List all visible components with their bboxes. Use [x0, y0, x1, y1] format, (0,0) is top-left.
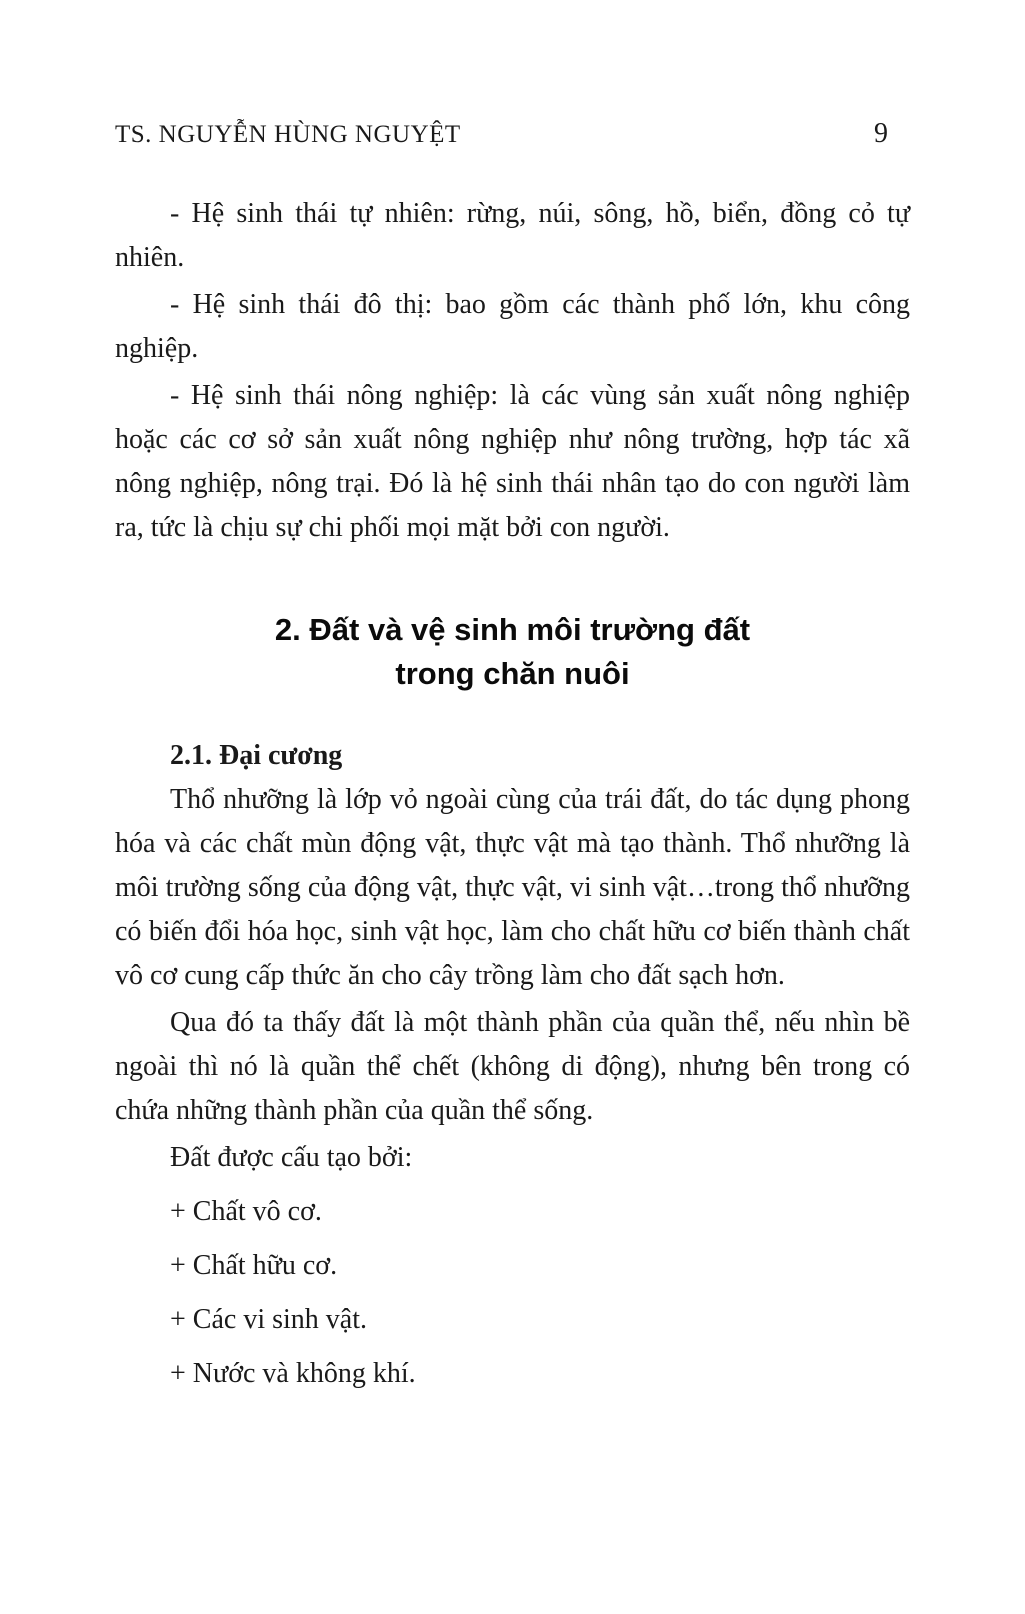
- author-name: TS. NGUYỄN HÙNG NGUYỆT: [115, 121, 461, 148]
- list-item-inorganic: + Chất vô cơ.: [170, 1196, 322, 1227]
- bullet-item-urban-ecosystem: - Hệ sinh thái đô thị: bao gồm các thành phố lớn, khu công nghiệp.: [115, 289, 910, 364]
- section-heading: [115, 608, 910, 696]
- paragraphs: [115, 778, 910, 1180]
- bullet-item-natural-ecosystem: - Hệ sinh thái tự nhiên: rừng, núi, sông, hồ, biển, đồng cỏ tự nhiên.: [115, 198, 910, 273]
- composition-list: [115, 1190, 910, 1396]
- section-heading-line-2: trong chăn nuôi: [395, 656, 630, 691]
- page-body: [115, 192, 910, 1396]
- paragraph-soil-composition-intro: Đất được cấu tạo bởi:: [170, 1142, 413, 1173]
- paragraph-soil-community: Qua đó ta thấy đất là một thành phần của quần thể, nếu nhìn bề ngoài thì nó là quần thể chết (không di động), nhưng bên trong có chứa những thành phần của quần thể sống.: [115, 1007, 910, 1126]
- list-item-organic: + Chất hữu cơ.: [170, 1250, 338, 1281]
- list-item-microorganisms: + Các vi sinh vật.: [170, 1304, 367, 1335]
- page-header: [115, 118, 910, 150]
- bullet-item-agricultural-ecosystem: - Hệ sinh thái nông nghiệp: là các vùng sản xuất nông nghiệp hoặc các cơ sở sản xuất nông nghiệp như nông trường, hợp tác xã nông nghiệp, nông trại. Đó là hệ sinh thái nhân tạo do con người làm ra, tức là chịu sự chi phối mọi mặt bởi con người.: [115, 380, 910, 543]
- section-heading-line-1: 2. Đất và vệ sinh môi trường đất: [274, 612, 751, 647]
- list-item-water-air: + Nước và không khí.: [170, 1358, 416, 1389]
- subsection-heading: 2.1. Đại cương: [170, 740, 343, 771]
- bullet-list: [115, 192, 910, 550]
- page-number: 9: [874, 118, 888, 149]
- paragraph-soil-definition: Thổ nhưỡng là lớp vỏ ngoài cùng của trái đất, do tác dụng phong hóa và các chất mùn động vật, thực vật mà tạo thành. Thổ nhưỡng là môi trường sống của động vật, thực vật, vi sinh vật…trong thổ nhưỡng có biến đổi hóa học, sinh vật học, làm cho chất hữu cơ biến thành chất vô cơ cung cấp thức ăn cho cây trồng làm cho đất sạch hơn.: [115, 784, 910, 991]
